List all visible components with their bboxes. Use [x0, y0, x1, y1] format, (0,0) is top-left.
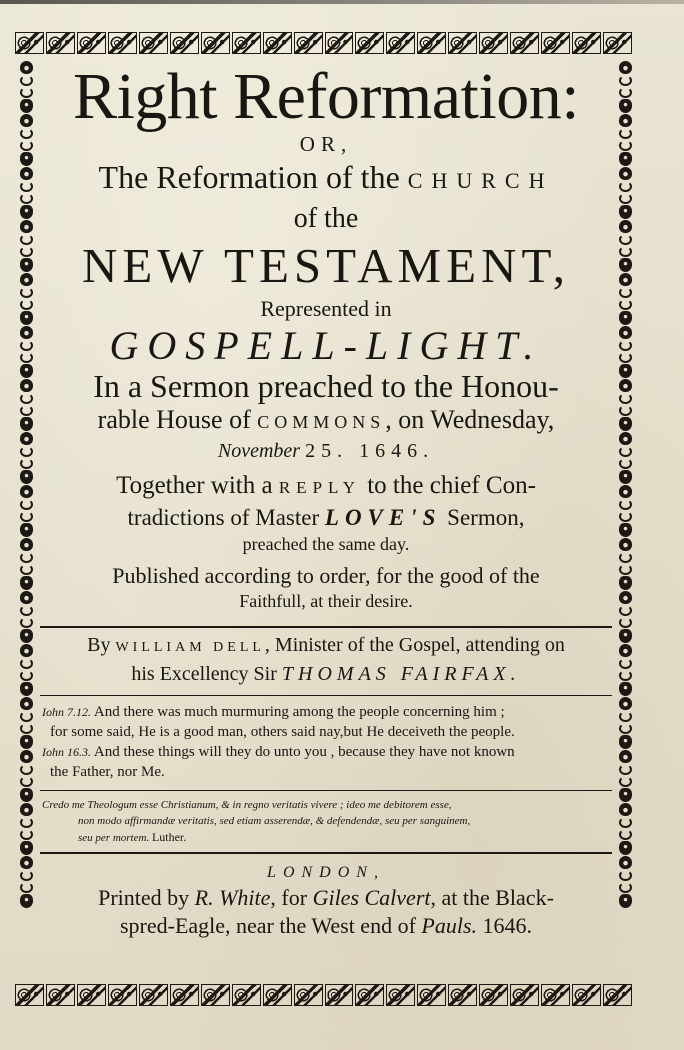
- main-title: Right Reformation:: [72, 60, 580, 133]
- published-line-1: Published according to order, for the good of the: [112, 563, 540, 588]
- subtitle-line-1: The Reformation of the CHURCH: [98, 159, 554, 195]
- subtitle-gospell-light: GOSPELL-LIGHT.: [109, 323, 543, 368]
- imprint-city: LONDON,: [267, 864, 385, 881]
- subtitle-represented-in: Represented in: [260, 296, 392, 321]
- sermon-date: November 25. 1646.: [217, 440, 435, 462]
- sermon-line-1: In a Sermon preached to the Honou-: [93, 368, 559, 404]
- page-top-shadow: [0, 0, 684, 4]
- ornamental-band-top-icon: [15, 32, 632, 54]
- latin-line: Credo me Theologum esse Christianum, & in regno veritatis vivere ; ideo me debitorem esse,: [42, 799, 452, 811]
- ornamental-column-left-icon: [18, 60, 34, 980]
- subtitle-new-testament: NEW TESTAMENT,: [82, 238, 570, 293]
- published-line-2: Faithfull, at their desire.: [239, 591, 413, 611]
- scripture-line: the Father, nor Me.: [50, 764, 165, 780]
- author-line-2: his Excellency Sir THOMAS FAIRFAX.: [131, 663, 521, 685]
- latin-epigraph: [40, 797, 612, 846]
- scripture-epigraph: [40, 702, 612, 782]
- title-page-content: [40, 58, 612, 940]
- divider-rule: [40, 695, 612, 696]
- ornamental-column-right-icon: [617, 60, 633, 980]
- subtitle-line-2: of the: [293, 203, 359, 234]
- scripture-line: Iohn 7.12. And there was much murmuring among the people concerning him ;: [42, 704, 505, 720]
- reply-line-1: Together with a REPLY to the chief Con-: [116, 472, 536, 499]
- sermon-line-2: rable House of COMMONS, on Wednesday,: [97, 405, 555, 434]
- scripture-line: Iohn 16.3. And these things will they do unto you , because they have not known: [42, 744, 515, 760]
- divider-rule: [40, 852, 612, 854]
- latin-line: non modo affirmandæ veritatis, sed etiam asserendæ, & defendendæ, seu per sanguinem,: [78, 815, 471, 827]
- divider-rule: [40, 790, 612, 791]
- divider-rule: [40, 626, 612, 628]
- scripture-line: for some said, He is a good man, others said nay,but He deceiveth the people.: [50, 724, 515, 740]
- ornamental-band-bottom-icon: [15, 984, 632, 1006]
- author-line-1: By WILLIAM DELL, Minister of the Gospel, attending on: [87, 634, 565, 656]
- imprint-line-1: Printed by R. White, for Giles Calvert, at the Black-: [98, 885, 554, 910]
- title-or: OR,: [299, 132, 353, 156]
- reply-line-2: tradictions of Master LOVE'S Sermon,: [127, 505, 525, 530]
- imprint-line-2: spred-Eagle, near the West end of Pauls. 1646.: [119, 913, 533, 938]
- reply-line-3: preached the same day.: [242, 534, 410, 554]
- latin-line: seu per mortem. Luther.: [78, 830, 187, 844]
